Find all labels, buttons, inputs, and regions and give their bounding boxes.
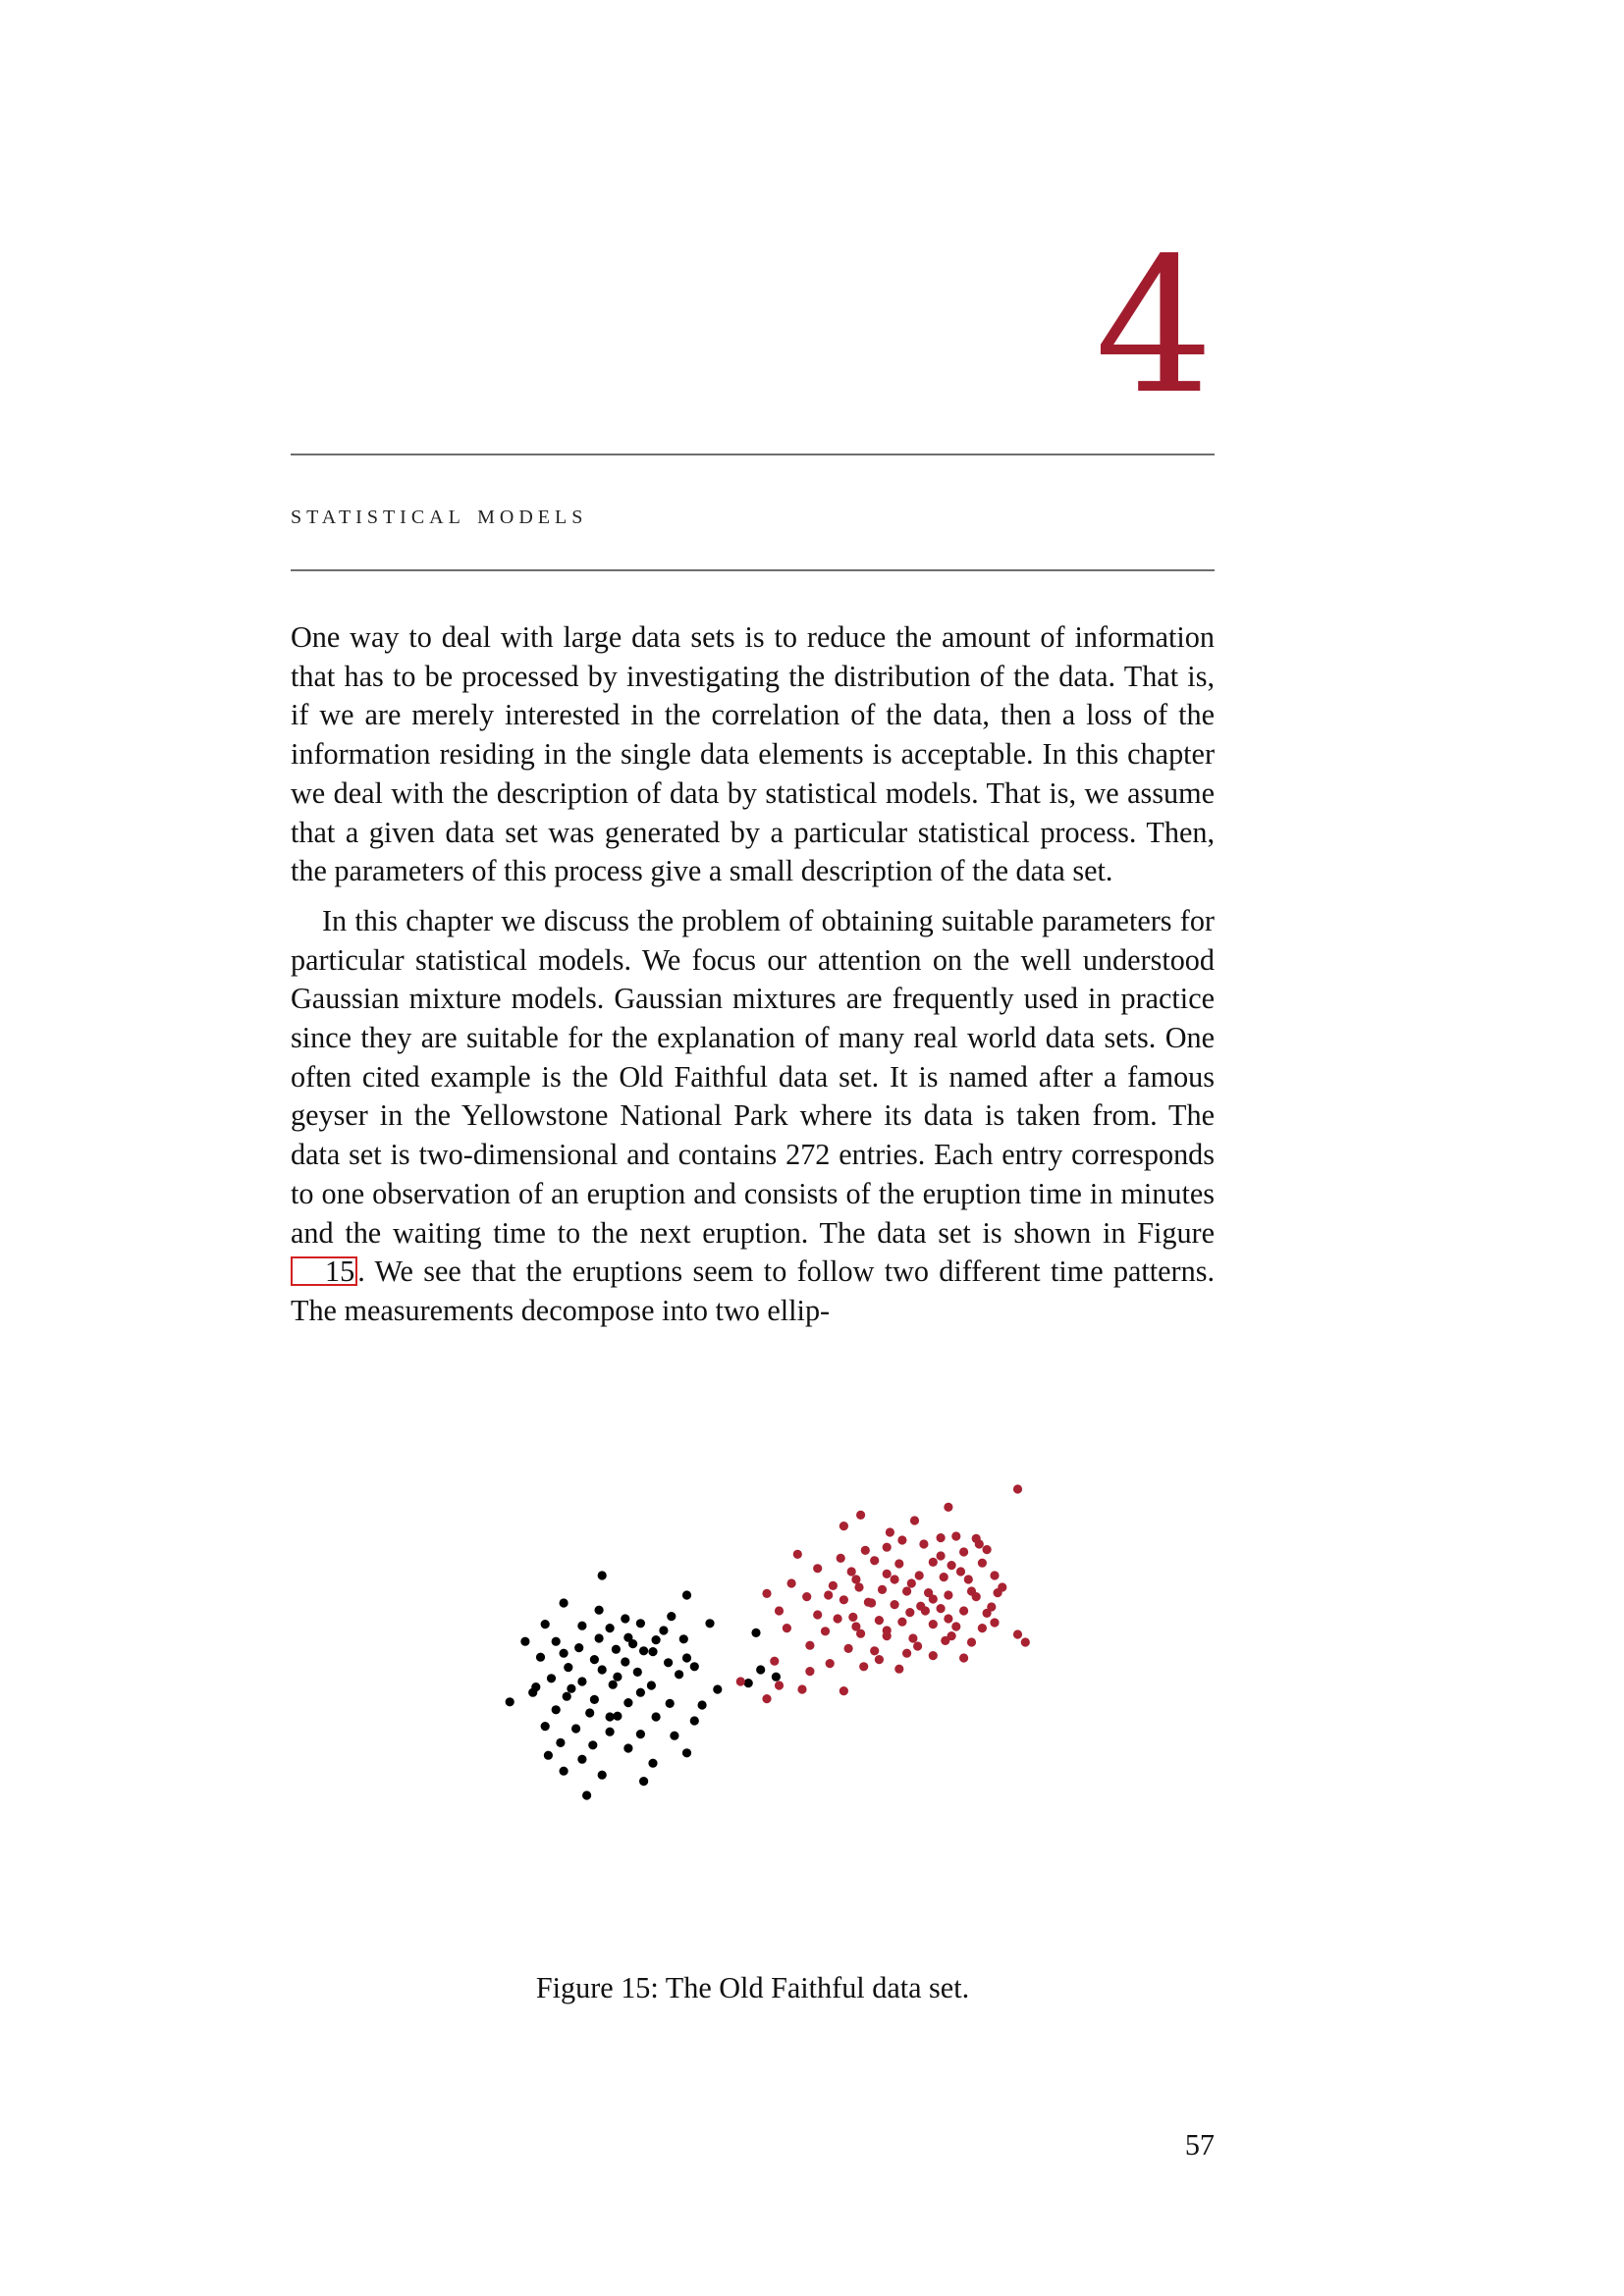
data-point-series-1-11 (705, 1619, 714, 1628)
data-point-series-1-13 (595, 1633, 604, 1642)
data-point-series-1-59 (544, 1751, 553, 1760)
data-point-series-1-61 (648, 1759, 657, 1768)
data-point-series-2-76 (839, 1686, 848, 1695)
data-point-series-2-26 (940, 1573, 948, 1581)
data-point-series-1-72 (606, 1712, 615, 1721)
data-point-series-1-51 (571, 1724, 580, 1733)
data-point-series-2-27 (964, 1575, 973, 1583)
paragraph-2-end: . We see that the eruptions seem to follow two different time patterns. The measurements decompose into two ellip- (291, 1255, 1215, 1327)
data-point-series-1-35 (647, 1681, 656, 1689)
data-point-series-2-12 (983, 1545, 992, 1554)
data-point-series-1-65 (582, 1790, 591, 1799)
data-point-series-1-66 (756, 1665, 765, 1674)
data-point-series-1-36 (713, 1684, 722, 1693)
data-point-series-2-40 (839, 1595, 848, 1604)
data-point-series-2-22 (813, 1564, 822, 1573)
data-point-series-1-64 (639, 1777, 648, 1786)
data-point-series-2-65 (870, 1646, 879, 1655)
data-point-series-2-21 (978, 1559, 987, 1568)
data-point-series-1-49 (690, 1716, 699, 1725)
data-point-series-1-58 (682, 1748, 691, 1757)
data-point-series-2-35 (944, 1590, 952, 1599)
data-point-series-2-53 (951, 1622, 960, 1630)
data-point-series-2-20 (947, 1561, 956, 1570)
data-point-series-2-38 (762, 1589, 771, 1598)
data-point-series-1-24 (590, 1655, 599, 1664)
data-point-series-2-29 (787, 1578, 796, 1587)
data-point-series-1-56 (588, 1740, 597, 1749)
data-point-series-1-30 (633, 1668, 642, 1677)
data-point-series-2-9 (897, 1535, 906, 1544)
data-point-series-2-92 (875, 1655, 884, 1664)
data-point-series-1-53 (636, 1730, 645, 1738)
data-point-series-2-16 (837, 1554, 845, 1563)
data-point-series-1-7 (577, 1622, 586, 1630)
data-point-series-2-14 (861, 1546, 870, 1555)
data-point-series-2-102 (886, 1527, 894, 1536)
data-point-series-1-23 (536, 1653, 545, 1662)
data-point-series-2-71 (859, 1662, 868, 1671)
data-point-series-1-2 (560, 1598, 568, 1607)
data-point-series-2-78 (851, 1622, 860, 1630)
data-point-series-1-22 (560, 1649, 568, 1658)
data-point-series-2-86 (905, 1608, 914, 1617)
paragraph-2-start: In this chapter we discuss the problem of obtaining suitable parameters for particular statistical models. We focus our attention on the well understood Gaussian mixture models. Gaussian mixtures are frequently used in practice since they are suitable for the explanation of many real world data sets. One often cited example is the Old Faithful data set. It is named after a famous geyser in the Yellowstone National Park where its data is taken from. The data set is two-dimensional and contains 272 entries. Each entry corresponds to one observation of an eruption and consists of the eruption time in minutes and the waiting time to the next eruption. The data set is shown in Figure (291, 903, 1215, 1250)
data-point-series-2-84 (834, 1614, 842, 1623)
data-point-series-2-18 (894, 1559, 903, 1568)
data-point-series-2-69 (770, 1657, 779, 1666)
data-point-series-1-25 (621, 1657, 629, 1666)
data-point-series-2-49 (848, 1613, 857, 1622)
data-point-series-1-76 (648, 1647, 657, 1656)
data-point-series-1-14 (552, 1637, 561, 1646)
data-point-series-2-97 (947, 1631, 956, 1640)
data-point-series-2-91 (805, 1667, 814, 1676)
data-point-series-2-30 (829, 1581, 838, 1590)
data-point-series-2-54 (978, 1624, 987, 1632)
data-point-series-2-68 (959, 1653, 968, 1662)
data-point-series-2-94 (998, 1582, 1006, 1591)
data-point-series-2-96 (990, 1618, 999, 1627)
paragraph-2 (291, 902, 1215, 1331)
data-point-series-1-69 (613, 1673, 622, 1682)
data-point-series-2-87 (929, 1594, 938, 1603)
data-point-series-1-3 (621, 1614, 629, 1623)
data-point-series-1-75 (623, 1633, 632, 1642)
data-point-series-2-39 (802, 1592, 811, 1601)
data-point-series-1-5 (667, 1612, 676, 1621)
data-point-series-2-19 (929, 1558, 938, 1567)
data-point-series-1-42 (666, 1699, 675, 1708)
body-text (291, 618, 1215, 1331)
data-point-series-1-21 (639, 1646, 648, 1655)
data-point-series-1-45 (552, 1705, 561, 1714)
data-point-series-1-15 (520, 1637, 529, 1646)
chapter-number: 4 (1095, 218, 1214, 435)
data-point-series-1-46 (585, 1708, 594, 1717)
data-point-series-1-10 (659, 1626, 668, 1634)
data-point-series-2-61 (967, 1637, 976, 1646)
data-point-series-1-55 (556, 1738, 565, 1747)
data-point-series-2-32 (878, 1585, 887, 1594)
data-point-series-2-67 (929, 1651, 938, 1660)
data-point-series-1-60 (577, 1755, 586, 1764)
data-point-series-2-93 (975, 1539, 984, 1548)
data-point-series-2-17 (870, 1556, 879, 1565)
figure-reference-link[interactable]: 15 (291, 1256, 357, 1286)
data-point-series-2-51 (897, 1618, 906, 1627)
data-point-series-2-55 (783, 1624, 791, 1632)
data-point-series-2-48 (813, 1610, 822, 1619)
data-point-series-2-10 (919, 1539, 928, 1548)
data-point-series-2-47 (775, 1606, 784, 1615)
data-point-series-2-72 (894, 1665, 903, 1674)
data-point-series-2-56 (821, 1627, 830, 1635)
data-point-series-1-67 (744, 1679, 753, 1687)
data-point-series-2-82 (987, 1602, 996, 1611)
data-point-series-1-27 (690, 1662, 699, 1671)
data-point-series-2-23 (847, 1567, 856, 1575)
data-point-series-1-31 (675, 1670, 683, 1679)
chapter-rule-bottom (291, 569, 1215, 571)
data-point-series-2-13 (959, 1547, 968, 1556)
data-point-series-1-48 (652, 1712, 661, 1721)
data-point-series-2-80 (891, 1575, 899, 1583)
data-point-series-2-3 (856, 1511, 865, 1520)
data-point-series-1-41 (623, 1698, 632, 1707)
data-point-series-2-45 (959, 1606, 968, 1615)
data-point-series-2-90 (913, 1641, 922, 1650)
chapter-rule-top (291, 454, 1215, 455)
chapter-title: statistical models (291, 499, 588, 530)
data-point-series-2-28 (990, 1571, 999, 1579)
data-point-series-1-70 (636, 1688, 645, 1697)
data-point-series-2-5 (839, 1522, 848, 1530)
data-point-series-1-44 (506, 1697, 514, 1706)
data-point-series-2-4 (910, 1516, 919, 1524)
data-point-series-2-31 (854, 1582, 863, 1591)
data-point-series-2-73 (736, 1677, 745, 1685)
data-point-series-1-47 (613, 1712, 622, 1721)
data-point-series-1-74 (531, 1682, 540, 1691)
data-point-series-2-77 (762, 1694, 771, 1703)
page-number: 57 (1184, 2128, 1215, 2162)
data-point-series-2-83 (956, 1567, 965, 1575)
data-point-series-2-25 (915, 1571, 924, 1579)
data-point-series-2-11 (883, 1543, 892, 1552)
data-point-series-1-63 (598, 1771, 607, 1780)
data-point-series-1-28 (564, 1663, 572, 1672)
data-point-series-1-40 (590, 1695, 599, 1704)
data-point-series-2-64 (844, 1644, 853, 1653)
data-point-series-2-101 (937, 1551, 946, 1560)
data-point-series-2-89 (883, 1626, 892, 1634)
data-point-series-1-18 (679, 1634, 688, 1643)
data-point-series-1-32 (547, 1674, 556, 1682)
data-point-series-1-33 (577, 1677, 586, 1685)
data-point-series-2-88 (967, 1586, 976, 1595)
data-point-series-2-66 (902, 1649, 911, 1658)
data-point-series-2-95 (1021, 1637, 1030, 1646)
data-point-series-2-79 (921, 1606, 930, 1615)
data-point-series-1-43 (698, 1700, 707, 1709)
data-point-series-2-100 (824, 1590, 833, 1599)
data-point-series-2-2 (944, 1503, 952, 1512)
data-point-series-1-9 (636, 1619, 645, 1628)
data-point-series-1-8 (606, 1624, 615, 1632)
data-point-series-1-6 (541, 1620, 550, 1629)
data-point-series-2-44 (937, 1604, 946, 1613)
data-point-series-1-17 (652, 1635, 661, 1644)
data-point-series-1-1 (598, 1571, 607, 1579)
scatter-plot-svg (461, 1468, 1051, 1919)
data-point-series-1-19 (574, 1643, 583, 1652)
data-point-series-2-81 (944, 1614, 952, 1623)
data-point-series-2-75 (797, 1684, 806, 1693)
data-point-series-1-12 (751, 1629, 760, 1637)
data-point-series-2-99 (851, 1575, 860, 1583)
data-point-series-2-24 (883, 1570, 892, 1578)
data-point-series-1-20 (612, 1645, 621, 1654)
data-point-series-2-7 (951, 1531, 960, 1540)
paragraph-1: One way to deal with large data sets is to reduce the amount of information that has to be processed by investigating the distribution of the data. That is, if we are merely interested in the correlation of the data, then a loss of the information residing in the single data elements is acceptable. In this chapter we deal with the description of data by statistical models. That is, we assume that a given data set was generated by a particular statistical process. Then, the parameters of this process give a small description of the data set. (291, 620, 1215, 888)
data-point-series-1-4 (682, 1590, 691, 1599)
data-point-series-1-62 (560, 1767, 568, 1776)
data-point-series-1-52 (606, 1728, 615, 1736)
data-point-series-1-54 (670, 1732, 678, 1740)
data-point-series-2-70 (826, 1659, 835, 1668)
data-point-series-1-29 (598, 1665, 607, 1674)
data-point-series-2-85 (867, 1598, 876, 1607)
data-point-series-2-42 (891, 1600, 899, 1609)
data-point-series-2-98 (907, 1578, 916, 1587)
data-point-series-2-62 (1013, 1629, 1022, 1638)
data-point-series-1-34 (609, 1681, 618, 1689)
figure-scatter-plot (461, 1468, 1051, 1919)
data-point-series-1-50 (541, 1722, 550, 1731)
data-point-series-1-57 (623, 1743, 632, 1752)
data-point-series-2-15 (793, 1550, 802, 1559)
data-point-series-2-6 (937, 1533, 946, 1542)
data-point-series-2-74 (775, 1681, 784, 1689)
figure-caption: Figure 15: The Old Faithful data set. (535, 1971, 970, 2004)
data-point-series-2-63 (805, 1641, 814, 1650)
data-point-series-2-59 (908, 1633, 917, 1642)
data-point-series-2-33 (902, 1586, 911, 1595)
data-point-series-1-73 (682, 1653, 691, 1662)
data-point-series-2-50 (875, 1616, 884, 1625)
data-point-series-2-52 (929, 1620, 938, 1629)
data-point-series-1-39 (563, 1692, 571, 1701)
data-point-series-1-68 (595, 1606, 604, 1615)
data-point-series-1-71 (567, 1684, 575, 1693)
data-point-series-2-1 (1013, 1484, 1022, 1493)
data-point-series-1-37 (772, 1673, 781, 1682)
data-point-series-1-26 (664, 1658, 673, 1667)
